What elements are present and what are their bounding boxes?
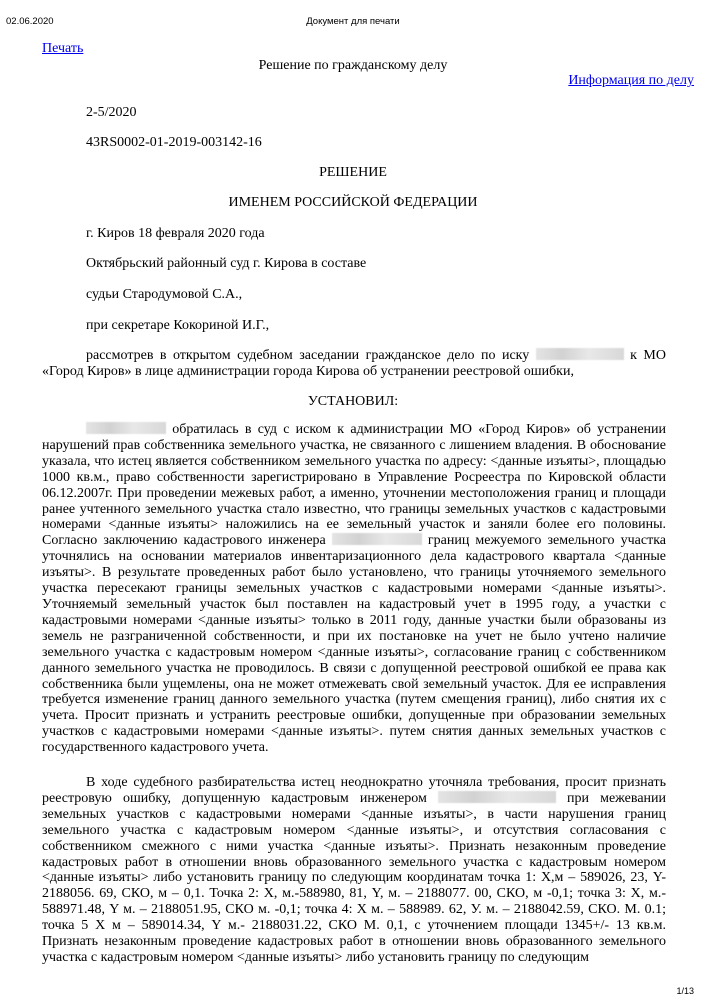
- paragraph-1: обратилась в суд с иском к администрации МО «Город Киров» об устранении нарушений прав собственника земельного участка, не связанного с лишением владения. В обоснование указала, что истец является собственником земельного участка по адресу: <данные изъяты>, площадью 1000 кв.м., право собственности зарегистрировано в Управление Росреестра по Кировской области 06.12.2007г. При проведении межевых работ, а именно, уточнении местоположения границ и площади ранее учтенного земельного участка стало известно, что границы земельных участков с кадастровыми номерами <данные изъяты> наложились на ее земельный участок и заняли более его половины. Согласно заключению кадастрового инженера границ межуемого земельного участка уточнялись на основании материалов инвентаризационного дела кадастрового квартала <данные изъяты>. В результате проведенных работ было установлено, что границы уточняемого земельного участка пересекают границы земельных участков с кадастровыми номерами <данные изъяты>. Уточняемый земельный участок был поставлен на кадастровый учет в 1995 году, а участки с кадастровыми номерами <данные изъяты> только в 2011 году, данные участки были образованы из земель не разграниченной собственности, и при их постановке на учет не было учтено наличие земельного участка с кадастровым номером <данные изъяты>, согласование границ с собственником данного земельного участка не проводилось. В связи с допущенной реестровой ошибкой ее права как собственника были ущемлены, она не может отмежевать свой земельный участок. Для ее исправления требуется изменение границ данного земельного участка (путем смещения границ), либо снятия их с учета. Просит признать и устранить реестровые ошибки, допущенные при образовании земельных участков с кадастровыми номерами <данные изъяты>. путем снятия данных земельных участков с государственного кадастрового учета.: [42, 422, 667, 756]
- case-info-link[interactable]: Информация по делу: [568, 73, 694, 88]
- print-date: 02.06.2020: [6, 16, 54, 27]
- judge-line: судьи Стародумовой С.А.,: [86, 287, 243, 302]
- page-title: Решение по гражданскому делу: [258, 58, 448, 73]
- page-number: 1/13: [676, 986, 694, 996]
- place-date: г. Киров 18 февраля 2020 года: [86, 226, 265, 241]
- redacted-plaintiff: [536, 348, 624, 360]
- redacted-engineer-name-2: [438, 791, 556, 803]
- print-link[interactable]: Печать: [42, 41, 84, 56]
- secretary-line: при секретаре Кокориной И.Г.,: [86, 318, 270, 333]
- in-name-heading: ИМЕНЕМ РОССИЙСКОЙ ФЕДЕРАЦИИ: [228, 195, 478, 210]
- print-header-title: Документ для печати: [306, 16, 400, 27]
- decision-heading: РЕШЕНИЕ: [319, 165, 387, 180]
- redacted-plaintiff-name: [86, 422, 166, 434]
- case-uid: 43RS0002-01-2019-003142-16: [86, 135, 262, 150]
- redacted-engineer-name: [332, 533, 422, 545]
- case-number: 2-5/2020: [86, 105, 137, 120]
- paragraph-2: В ходе судебного разбирательства истец неоднократно уточняла требования, просит признать реестровую ошибку, допущенную кадастровым инженером при межевании земельных участков с кадастровыми номерами <данные изъяты>, в части нарушения границ земельного участка с кадастровым номером <данные изъяты>, и отсутствия согласования с собственником смежного с ними участка <данные изъяты>. Признать незаконным проведение кадастровых работ в отношении вновь образованного земельного участка с кадастровым номером <данные изъяты> либо установить границу по следующим координатам точка 1: Х,м – 589026, 23, Y- 2188056. 69, СКО, м – 0,1. Точка 2: Х, м.-588980, 81, Y, м. – 2188077. 00, СКО, м -0,1; точка 3: Х, м.- 588971.48, Y м. – 2188051.95, СКО м. -0,1; точка 4: Х м. – 588989. 62, У. м. – 2188042.59, СКО. М. 0.1; точка 5 Х м – 589014.34, Y м.- 2188031.22, СКО М. 0,1, с уточнением площади 1345+/- 13 кв.м. Признать незаконным проведение кадастровых работ в отношении вновь образованного земельного участка с кадастровым номером <данные изъяты> либо установить границу по следующим: [42, 775, 667, 965]
- court-line: Октябрьский районный суд г. Кирова в составе: [86, 256, 367, 271]
- established-heading: УСТАНОВИЛ:: [307, 394, 399, 409]
- considered-paragraph: рассмотрев в открытом судебном заседании гражданское дело по иску к МО «Город Киров» в лице администрации города Кирова об устранении реестровой ошибки,: [42, 348, 666, 379]
